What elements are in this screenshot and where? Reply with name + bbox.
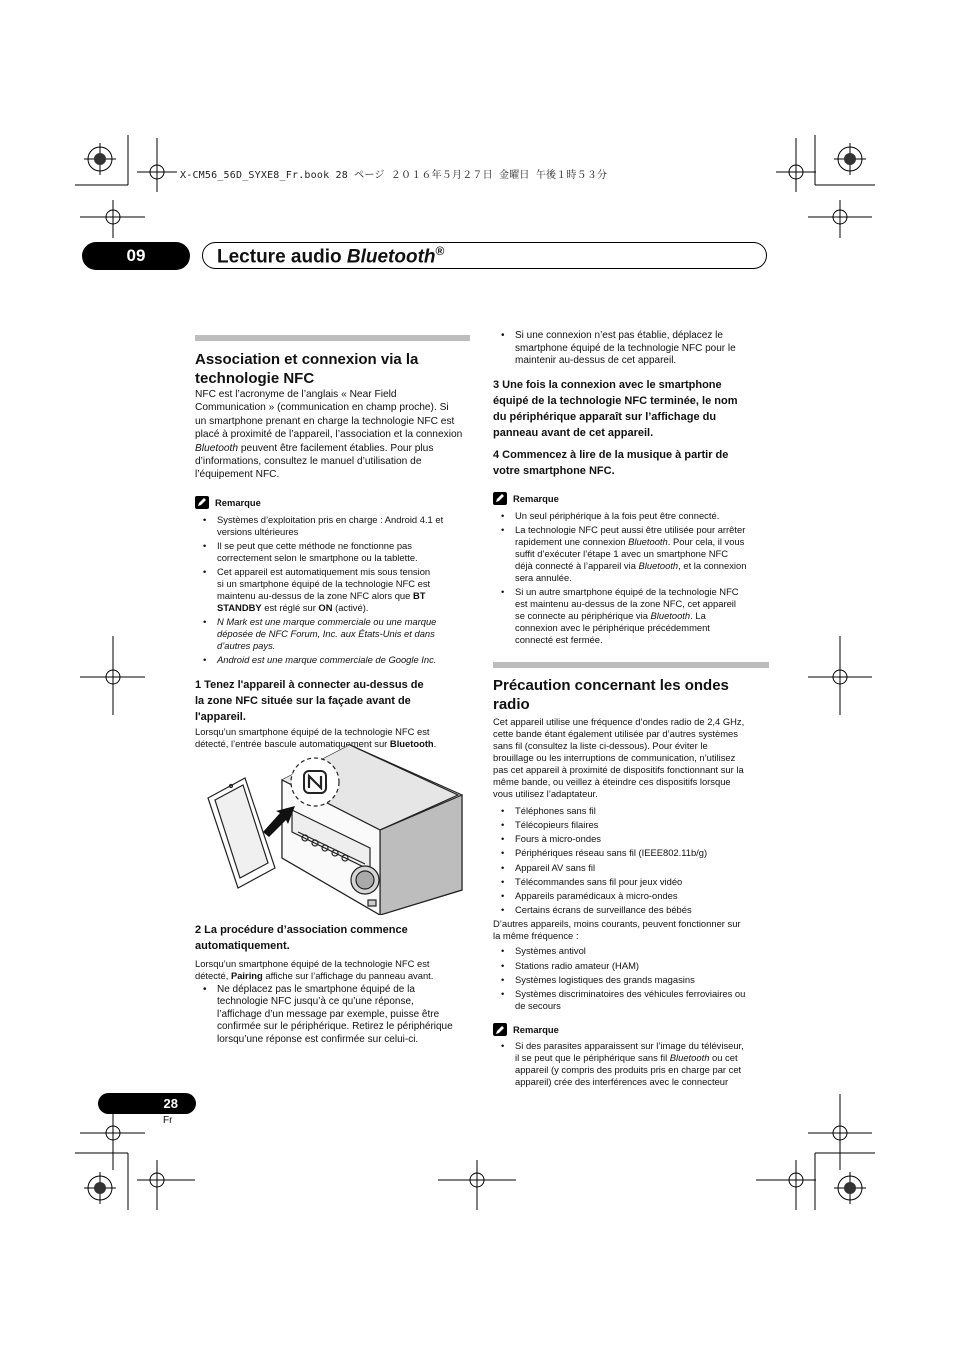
top-bullet-list — [493, 330, 769, 368]
list-item: • Télécopieurs filaires — [493, 819, 769, 831]
section-heading-nfc: Association et connexion via la technologie NFC — [195, 351, 419, 387]
list-item: • Android est une marque commerciale de Google Inc. — [195, 654, 470, 666]
section-divider — [493, 662, 769, 668]
list-item: • Ne déplacez pas le smartphone équipé de la technologie NFC jusqu’à ce qu’une réponse, l’affichage d’un message par exemple, puisse être confirmée sur le périphérique. Retirez le périphérique lorsqu’une réponse est confirmée sur celui-ci. — [195, 984, 470, 1046]
other-device-list — [493, 945, 769, 1012]
page-language: Fr — [163, 1115, 173, 1126]
list-item: • Périphériques réseau sans fil (IEEE802.11b/g) — [493, 847, 769, 859]
list-item: • Si un autre smartphone équipé de la technologie NFC est maintenu au-dessus de la zone NFC, cet appareil se connecte au périphérique via Bluetooth. La connexion avec le périphérique précédemment connecté est fermée. — [493, 586, 769, 646]
left-column-lower — [195, 922, 470, 1048]
step-4-heading: 4 Commencez à lire de la musique à partir de votre smartphone NFC. — [493, 448, 729, 477]
list-item: • Si une connexion n’est pas établie, déplacez le smartphone équipé de la technologie NFC pour le maintenir au-dessus de cet appareil. — [493, 330, 769, 368]
list-item: • Un seul périphérique à la fois peut être connecté. — [493, 510, 769, 522]
note-heading: Remarque — [493, 1023, 769, 1036]
nfc-intro-paragraph: NFC est l’acronyme de l’anglais « Near Field Communication » (communication en champ proche). Si un smartphone prenant en charge la technologie NFC est placé à proximité de l’appareil, l’association et la connexion Bluetooth peuvent être facilement établies. Pour plus d’informations, consultez le manuel d’utilisation de l’équipement NFC. — [195, 389, 463, 481]
list-item: • Fours à micro-ondes — [493, 833, 769, 845]
list-item: • Systèmes antivol — [493, 945, 769, 957]
list-item: • Certains écrans de surveillance des bébés — [493, 904, 769, 916]
note-list — [493, 510, 769, 646]
section-heading-radio: Précaution concernant les ondes radio — [493, 676, 729, 713]
pencil-note-icon — [493, 1023, 507, 1036]
step-2-heading: 2 La procédure d’association commence automatiquement. — [195, 924, 408, 952]
list-item: • Cet appareil est automatiquement mis sous tension si un smartphone équipé de la technologie NFC est maintenu au-dessus de la zone NFC alors que BT STANDBY est réglé sur ON (activé). — [195, 566, 470, 614]
note-heading: Remarque — [195, 496, 470, 509]
chapter-number-badge: 09 — [82, 242, 190, 270]
list-item: • La technologie NFC peut aussi être utilisée pour arrêter rapidement une connexion Bluetooth. Pour cela, il vous suffit d’exécuter l’étape 1 avec un smartphone NFC déjà connecté à l’appareil via Bluetooth, et la connexion sera annulée. — [493, 524, 769, 584]
right-column — [493, 330, 769, 1090]
note-list — [493, 1040, 769, 1088]
device-list — [493, 805, 769, 917]
list-item: • Systèmes logistiques des grands magasins — [493, 974, 769, 986]
left-column — [195, 335, 470, 750]
step-2-description: Lorsqu’un smartphone équipé de la technologie NFC est détecté, Pairing affiche sur l’affichage du panneau avant. — [195, 958, 434, 981]
nfc-device-illustration — [200, 740, 465, 915]
list-item: • Stations radio amateur (HAM) — [493, 960, 769, 972]
note-list — [195, 514, 470, 666]
list-item: • Télécommandes sans fil pour jeux vidéo — [493, 876, 769, 888]
list-item: • Il se peut que cette méthode ne fonctionne pas correctement selon le smartphone ou la tablette. — [195, 540, 470, 564]
list-item: • N Mark est une marque commerciale ou une marque déposée de NFC Forum, Inc. aux États-Unis et dans d’autres pays. — [195, 616, 470, 652]
page-number-badge: 28 — [98, 1093, 196, 1114]
step-3-heading: 3 Une fois la connexion avec le smartphone équipé de la technologie NFC terminée, le nom du périphérique apparaît sur l’affichage du panneau avant de cet appareil. — [493, 378, 738, 439]
section-divider — [195, 335, 470, 341]
list-item: • Systèmes discriminatoires des véhicules ferroviaires ou de secours — [493, 988, 769, 1012]
other-devices-paragraph: D’autres appareils, moins courants, peuvent fonctionner sur la même fréquence : — [493, 918, 741, 942]
step-2-list — [195, 984, 470, 1046]
list-item: • Téléphones sans fil — [493, 805, 769, 817]
note-heading: Remarque — [493, 492, 769, 505]
step-1-heading: 1 Tenez l'appareil à connecter au-dessus de la zone NFC située sur la façade avant de l'appareil. — [195, 678, 424, 723]
list-item: • Appareils paramédicaux à micro-ondes — [493, 890, 769, 902]
print-info-line: X-CM56_56D_SYXE8_Fr.book 28 ページ ２０１６年５月２７日 金曜日 午後１時５３分 — [180, 170, 608, 181]
list-item: • Appareil AV sans fil — [493, 862, 769, 874]
pencil-note-icon — [195, 496, 209, 509]
list-item: • Systèmes d’exploitation pris en charge : Android 4.1 et versions ultérieures — [195, 514, 470, 538]
step-1-description: Lorsqu’un smartphone équipé de la technologie NFC est détecté, l’entrée bascule automatiquement sur Bluetooth. — [195, 725, 437, 749]
radio-paragraph: Cet appareil utilise une fréquence d’ondes radio de 2,4 GHz, cette bande étant également utilisée par d’autres systèmes sans fil (consultez la liste ci-dessous). Pour éviter le brouillage ou les interruptions de communication, n’utilisez pas cet appareil à proximité de dispositifs fonctionnant sur la même bande, ou veillez à éteindre ces dispositifs lorsque vous utilisez l’adaptateur. — [493, 715, 745, 799]
list-item: • Si des parasites apparaissent sur l’image du téléviseur, il se peut que le périphérique sans fil Bluetooth ou cet appareil (y compris des produits pris en charge par cet appareil) crée des interférences avec le connecteur — [493, 1040, 769, 1088]
chapter-title: Lecture audio Bluetooth® — [217, 244, 445, 268]
pencil-note-icon — [493, 492, 507, 505]
